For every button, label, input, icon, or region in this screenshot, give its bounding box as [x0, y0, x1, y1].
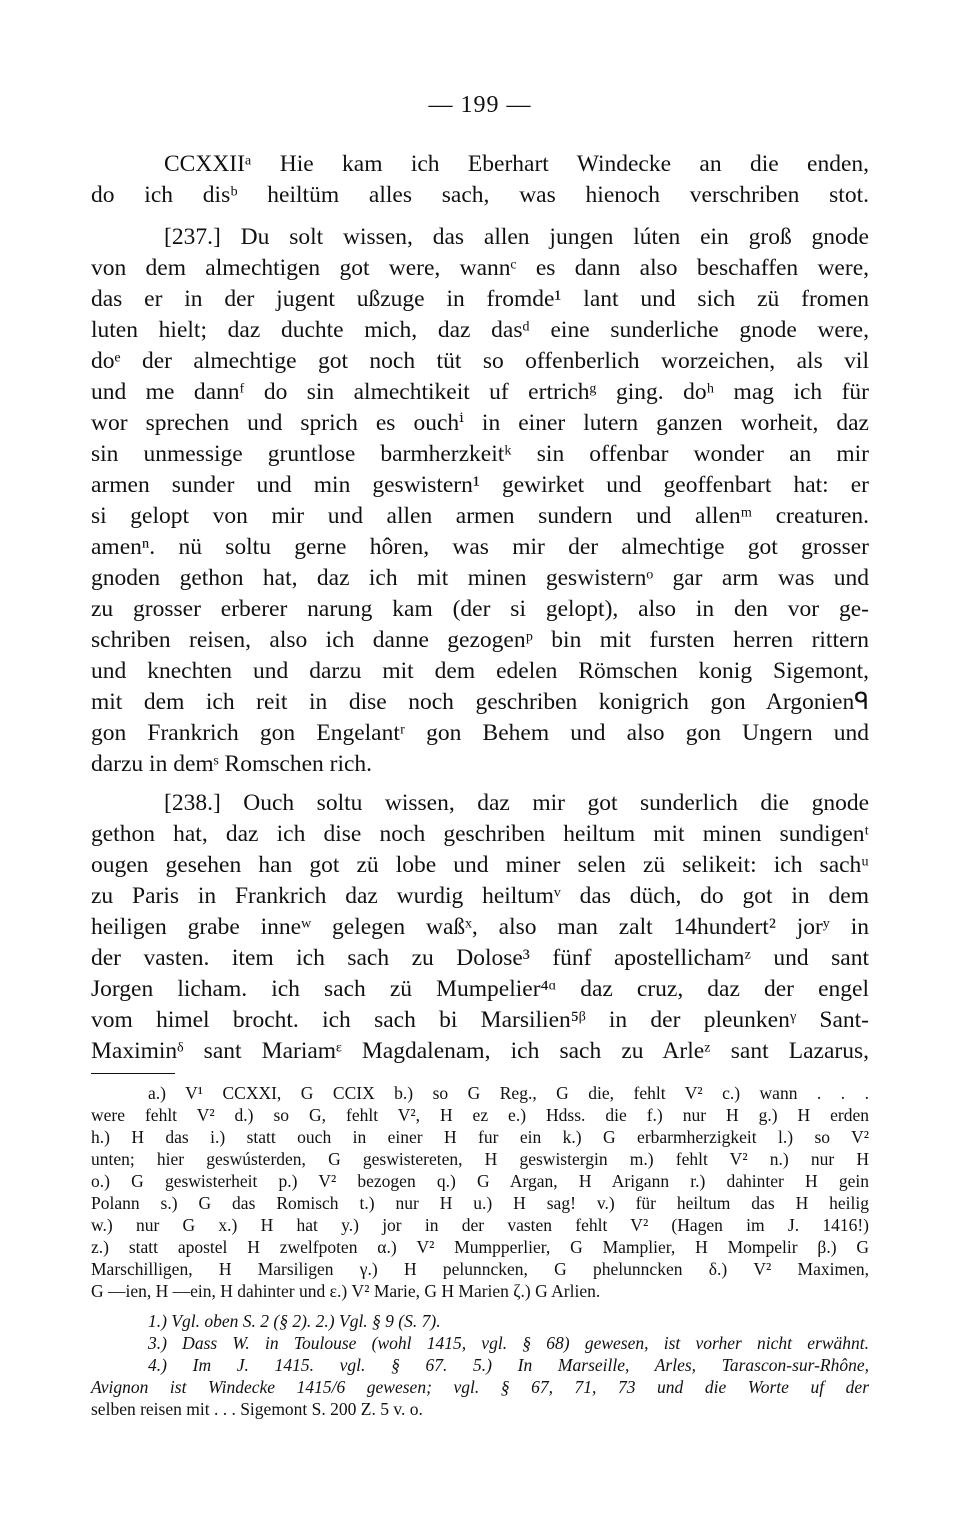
footnote-line: z.) statt apostel H zwelfpoten α.) V² Mumpperlier, G Mamplier, H Mompelir β.) G	[91, 1237, 869, 1257]
text-line: amenⁿ. nü soltu gerne hôren, was mir der almechtige got grosser	[91, 534, 869, 560]
text-line: zu grosser erberer narung kam (der si gelopt), also in den vor ge-	[91, 596, 869, 622]
text-line: mit dem ich reit in dise noch geschriben konigrich gon Argonienᑫ	[91, 689, 869, 715]
footnote-line: Polann s.) G das Romisch t.) nur H u.) H sag! v.) für heiltum das H heilig	[91, 1193, 869, 1213]
text-line: Maximinᵟ sant Mariamᵋ Magdalenam, ich sach zu Arleᶻ sant Lazarus,	[91, 1038, 869, 1064]
text-line: luten hielt; daz duchte mich, daz dasᵈ eine sunderliche gnode were,	[91, 317, 869, 343]
footnote-line: were fehlt V² d.) so G, fehlt V², H ez e.) Hdss. die f.) nur H g.) H erden	[91, 1105, 869, 1125]
text-line: sin unmessige gruntlose barmherzkeitᵏ sin offenbar wonder an mir	[91, 441, 869, 467]
text-line: si gelopt von mir und allen armen sundern und allenᵐ creaturen.	[91, 503, 869, 529]
footnote-line: w.) nur G x.) H hat y.) jor in der vasten fehlt V² (Hagen im J. 1416!)	[91, 1215, 869, 1235]
footnote-line: unten; hier geswústerden, G geswistereten, H geswistergin m.) fehlt V² n.) nur H	[91, 1149, 869, 1169]
text-line: [238.] Ouch soltu wissen, daz mir got sunderlich die gnode	[164, 790, 869, 816]
text-line: [237.] Du solt wissen, das allen jungen lúten ein groß gnode	[164, 224, 869, 250]
text-line: vom himel brocht. ich sach bi Marsilien⁵ᵝ in der pleunkenᵞ Sant-	[91, 1007, 869, 1033]
text-line: CCXXIIᵃ Hie kam ich Eberhart Windecke an die enden,	[164, 151, 869, 177]
note-line: 4.) Im J. 1415. vgl. § 67. 5.) In Marseille, Arles, Tarascon-sur-Rhône,	[148, 1355, 869, 1375]
text-line: armen sunder und min geswistern¹ gewirket und geoffenbart hat: er	[91, 472, 869, 498]
text-line: ougen gesehen han got zü lobe und miner selen zü selikeit: ich sachᵘ	[91, 852, 869, 878]
footnote-line: G —ien, H —ein, H dahinter und ε.) V² Marie, G H Marien ζ.) G Arlien.	[91, 1281, 601, 1301]
page-number: — 199 —	[428, 92, 532, 118]
text-line: und me dannᶠ do sin almechtikeit uf ertrichᵍ ging. doʰ mag ich für	[91, 379, 869, 405]
text-line: gnoden gethon hat, daz ich mit minen geswisternᵒ gar arm was und	[91, 565, 869, 591]
text-line: Jorgen licham. ich sach zü Mumpelier⁴ᵅ daz cruz, daz der engel	[91, 976, 869, 1002]
note-line: selben reisen mit . . . Sigemont S. 200 Z. 5 v. o.	[91, 1399, 423, 1419]
text-line: heiligen grabe inneʷ gelegen waßˣ, also man zalt 14hundert² jorʸ in	[91, 914, 869, 940]
text-line: schriben reisen, also ich danne gezogenᵖ bin mit fursten herren rittern	[91, 627, 869, 653]
text-line: gethon hat, daz ich dise noch geschriben heiltum mit minen sundigenᵗ	[91, 821, 869, 847]
text-line: darzu in demˢ Romschen rich.	[91, 751, 373, 777]
text-line: do ich disᵇ heiltüm alles sach, was hienoch verschriben stot.	[91, 182, 869, 208]
text-line: von dem almechtigen got were, wannᶜ es dann also beschaffen were,	[91, 255, 869, 281]
text-line: der vasten. item ich sach zu Dolose³ fünf apostellichamᶻ und sant	[91, 945, 869, 971]
text-line: und knechten und darzu mit dem edelen Römschen konig Sigemont,	[91, 658, 869, 684]
note-line: 1.) Vgl. oben S. 2 (§ 2). 2.) Vgl. § 9 (S. 7).	[148, 1311, 441, 1331]
text-line: das er in der jugent ußzuge in fromde¹ lant und sich zü fromen	[91, 286, 869, 312]
footnote-line: h.) H das i.) statt ouch in einer H fur ein k.) G erbarmherzigkeit l.) so V²	[91, 1127, 869, 1147]
footnote-line: Marschilligen, H Marsiligen γ.) H pelunncken, G phelunncken δ.) V² Maximen,	[91, 1259, 869, 1279]
text-line: gon Frankrich gon Engelantʳ gon Behem und also gon Ungern und	[91, 720, 869, 746]
text-line: zu Paris in Frankrich daz wurdig heiltumᵛ das düch, do got in dem	[91, 883, 869, 909]
note-line: 3.) Dass W. in Toulouse (wohl 1415, vgl. § 68) gewesen, ist vorher nicht erwähnt.	[148, 1333, 869, 1353]
text-line: doᵉ der almechtige got noch tüt so offenberlich worzeichen, als vil	[91, 348, 869, 374]
footnote-divider	[91, 1073, 175, 1074]
footnote-line: o.) G geswisterheit p.) V² bezogen q.) G Argan, H Arigann r.) dahinter H gein	[91, 1171, 869, 1191]
footnote-line: a.) V¹ CCXXI, G CCIX b.) so G Reg., G die, fehlt V² c.) wann . . .	[148, 1083, 869, 1103]
text-line: wor sprechen und sprich es ouchⁱ in einer lutern ganzen worheit, daz	[91, 410, 869, 436]
note-line: Avignon ist Windecke 1415/6 gewesen; vgl. § 67, 71, 73 und die Worte uf der	[91, 1377, 869, 1397]
